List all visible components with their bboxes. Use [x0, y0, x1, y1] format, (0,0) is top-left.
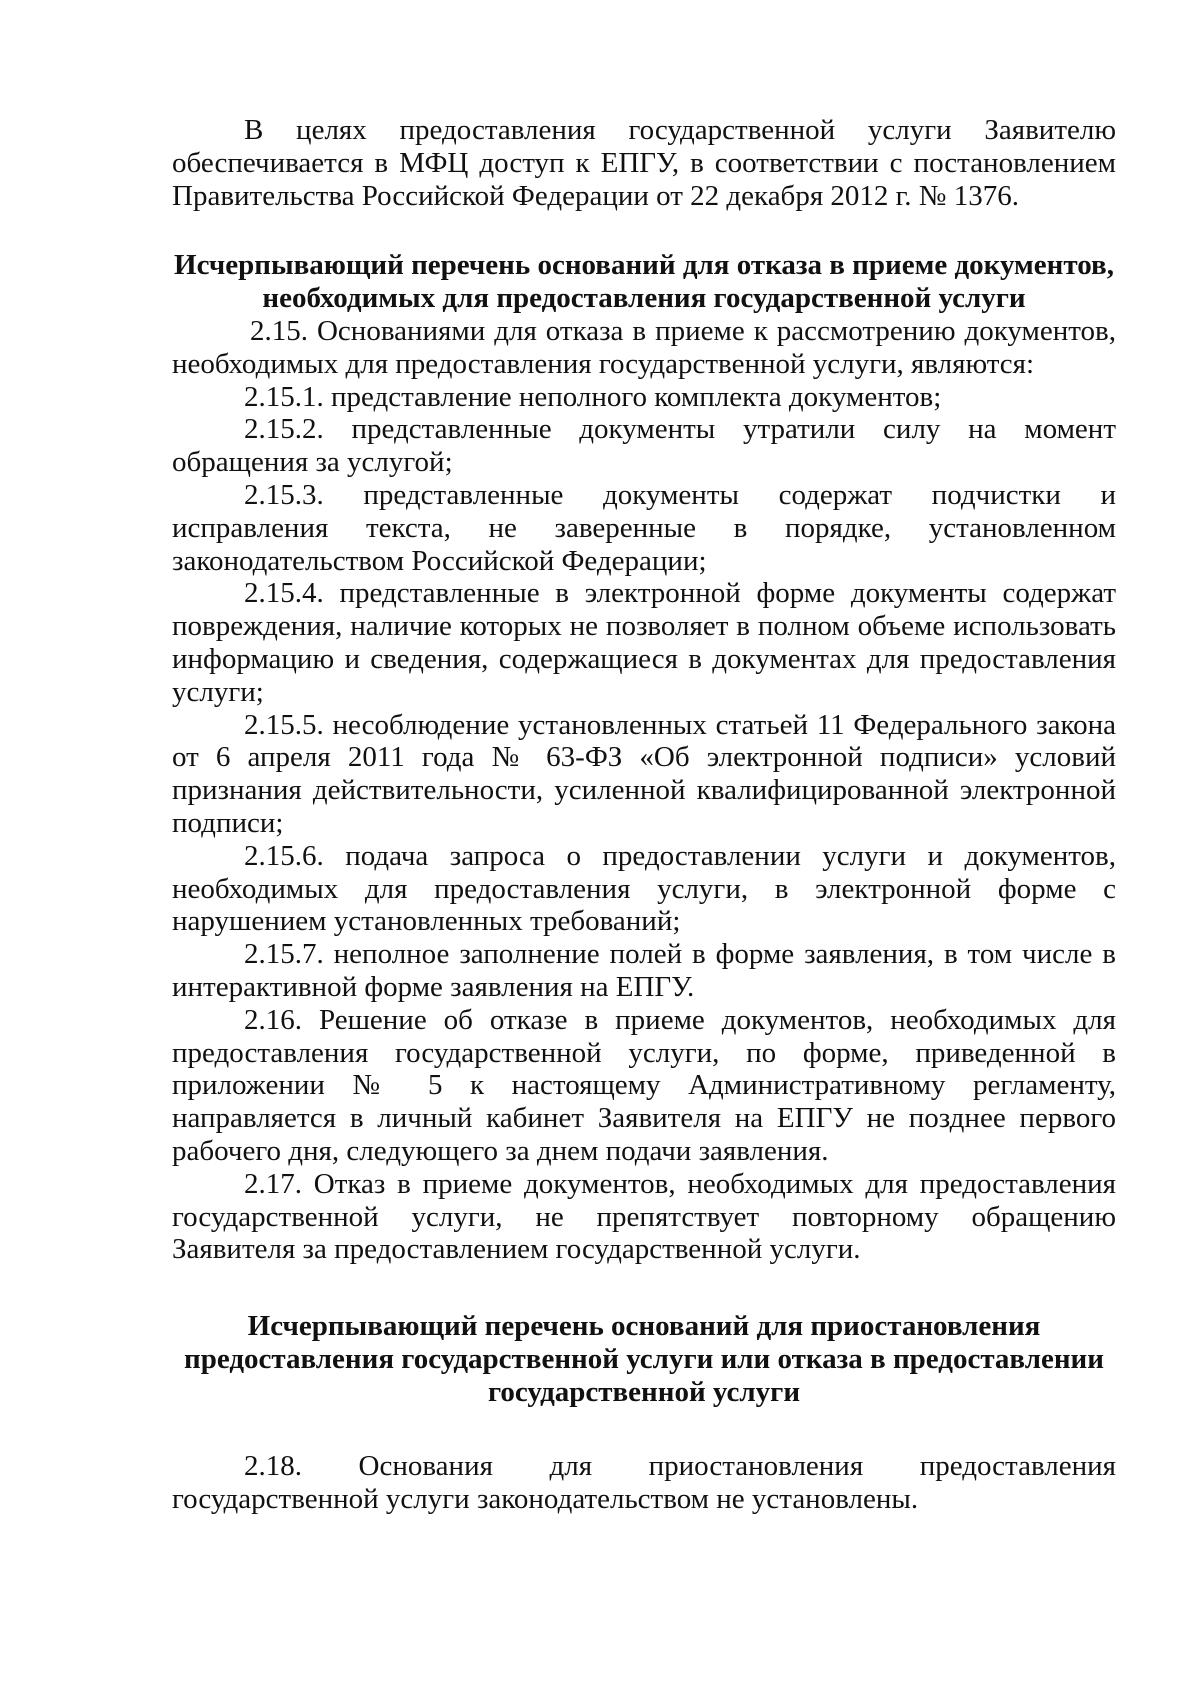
paragraph-2-15-3: 2.15.3. представленные документы содержат подчистки и исправления текста, не заверенные в порядке, установленном законодательством Российской Федерации; [172, 478, 1116, 577]
spacer [172, 1408, 1116, 1450]
spacer [172, 1266, 1116, 1310]
section-heading-suspension-refusal: Исчерпывающий перечень оснований для приостановления предоставления государственной услуги или отказа в предоставлении государственной услуги [184, 1310, 1104, 1408]
document-page [172, 114, 1116, 1516]
paragraph-2-15: 2.15. Основаниями для отказа в приеме к рассмотрению документов, необходимых для предоставления государственной услуги, являются: [172, 314, 1116, 380]
paragraph-2-16: 2.16. Решение об отказе в приеме документов, необходимых для предоставления государственной услуги, по форме, приведенной в приложении № 5 к настоящему Административному регламенту, направляется в личный кабинет Заявителя на ЕПГУ не позднее первого рабочего дня, следующего за днем подачи заявления. [172, 1003, 1116, 1167]
paragraph-2-17: 2.17. Отказ в приеме документов, необходимых для предоставления государственной услуги, не препятствует повторному обращению Заявителя за предоставлением государственной услуги. [172, 1167, 1116, 1266]
paragraph-2-15-1: 2.15.1. представление неполного комплекта документов; [244, 380, 942, 413]
intro-paragraph: В целях предоставления государственной услуги Заявителю обеспечивается в МФЦ доступ к ЕПГУ, в соответствии с постановлением Правительства Российской Федерации от 22 декабря 2012 г. № 1376. [172, 114, 1116, 212]
paragraph-2-15-2: 2.15.2. представленные документы утратили силу на момент обращения за услугой; [172, 413, 1116, 479]
paragraph-2-15-5: 2.15.5. несоблюдение установленных статьей 11 Федерального закона от 6 апреля 2011 года № 63-ФЗ «Об электронной подписи» условий признания действительности, усиленной квалифицированной электронной подписи; [172, 708, 1116, 839]
paragraph-2-18: 2.18. Основания для приостановления предоставления государственной услуги законодательством не установлены. [172, 1450, 1116, 1516]
paragraph-2-15-7: 2.15.7. неполное заполнение полей в форме заявления, в том числе в интерактивной форме заявления на ЕПГУ. [172, 938, 1116, 1003]
section-heading-refusal-acceptance: Исчерпывающий перечень оснований для отказа в приеме документов, необходимых для предоставления государственной услуги [174, 249, 1114, 315]
paragraph-2-15-6: 2.15.6. подача запроса о предоставлении услуги и документов, необходимых для предоставления услуги, в электронной форме с нарушением установленных требований; [172, 839, 1116, 938]
paragraph-2-15-4: 2.15.4. представленные в электронной форме документы содержат повреждения, наличие которых не позволяет в полном объеме использовать информацию и сведения, содержащиеся в документах для предоставления услуги; [172, 577, 1116, 708]
spacer [172, 212, 1116, 249]
